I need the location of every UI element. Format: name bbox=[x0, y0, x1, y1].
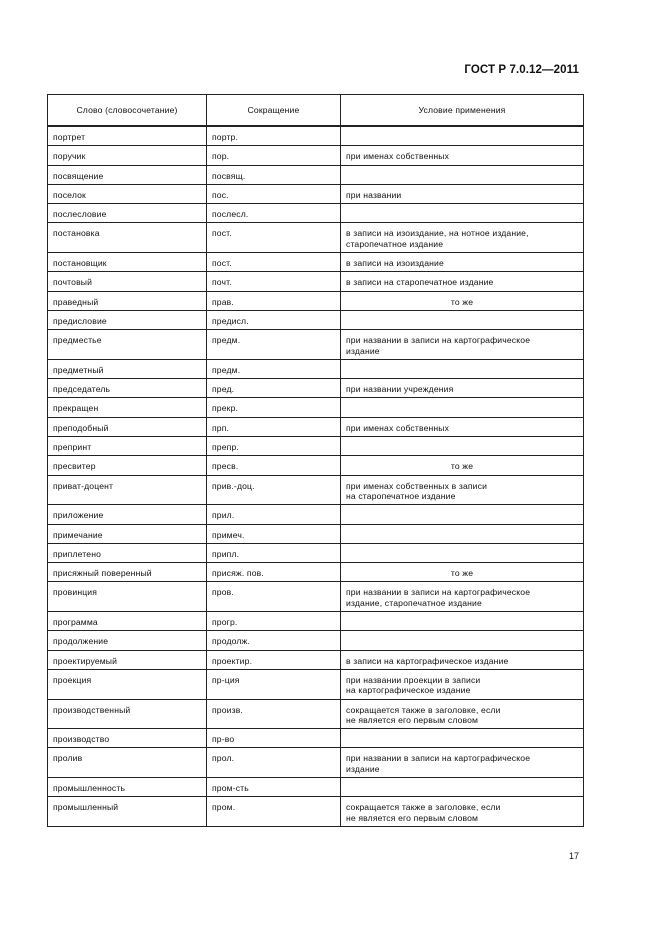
cell-word: предместье bbox=[48, 330, 207, 360]
cell-word: провинция bbox=[48, 582, 207, 612]
table-row bbox=[48, 398, 584, 417]
cell-word: постановщик bbox=[48, 253, 207, 272]
column-header-abbreviation: Сокращение bbox=[207, 95, 341, 127]
table-row bbox=[48, 291, 584, 310]
cell-condition: при названии в записи на картографическое издание bbox=[341, 330, 584, 360]
cell-abbreviation: пос. bbox=[207, 184, 341, 203]
table-row bbox=[48, 797, 584, 827]
cell-abbreviation: предм. bbox=[207, 359, 341, 378]
cell-condition bbox=[341, 777, 584, 796]
cell-abbreviation: посвящ. bbox=[207, 165, 341, 184]
cell-condition bbox=[341, 524, 584, 543]
cell-word: постановка bbox=[48, 223, 207, 253]
cell-condition: то же bbox=[341, 291, 584, 310]
cell-abbreviation: прив.-доц. bbox=[207, 475, 341, 505]
table-row bbox=[48, 543, 584, 562]
table-row bbox=[48, 330, 584, 360]
cell-abbreviation: пр-во bbox=[207, 729, 341, 748]
cell-word: препринт bbox=[48, 437, 207, 456]
cell-condition bbox=[341, 126, 584, 146]
cell-condition: при названии в записи на картографическое издание, старопечатное издание bbox=[341, 582, 584, 612]
cell-abbreviation: прол. bbox=[207, 748, 341, 778]
table-row bbox=[48, 379, 584, 398]
cell-abbreviation: припл. bbox=[207, 543, 341, 562]
cell-word: председатель bbox=[48, 379, 207, 398]
cell-word: производство bbox=[48, 729, 207, 748]
cell-abbreviation: проектир. bbox=[207, 650, 341, 669]
cell-word: промышленность bbox=[48, 777, 207, 796]
cell-abbreviation: портр. bbox=[207, 126, 341, 146]
table-row bbox=[48, 417, 584, 436]
cell-word: проекция bbox=[48, 669, 207, 699]
cell-condition: то же bbox=[341, 456, 584, 475]
page-number: 17 bbox=[568, 851, 579, 861]
table-row bbox=[48, 699, 584, 729]
cell-abbreviation: присяж. пов. bbox=[207, 563, 341, 582]
cell-condition: при названии bbox=[341, 184, 584, 203]
cell-word: приложение bbox=[48, 505, 207, 524]
cell-condition: в записи на старопечатное издание bbox=[341, 272, 584, 291]
cell-condition: при названии в записи на картографическое издание bbox=[341, 748, 584, 778]
table-row bbox=[48, 631, 584, 650]
cell-word: пресвитер bbox=[48, 456, 207, 475]
cell-condition bbox=[341, 631, 584, 650]
cell-condition bbox=[341, 204, 584, 223]
cell-abbreviation: пост. bbox=[207, 223, 341, 253]
cell-abbreviation: пром. bbox=[207, 797, 341, 827]
cell-condition bbox=[341, 437, 584, 456]
cell-word: почтовый bbox=[48, 272, 207, 291]
cell-condition: при названии проекции в записи на картографическое издание bbox=[341, 669, 584, 699]
cell-abbreviation: пр-ция bbox=[207, 669, 341, 699]
table-row bbox=[48, 475, 584, 505]
cell-abbreviation: прп. bbox=[207, 417, 341, 436]
cell-abbreviation: препр. bbox=[207, 437, 341, 456]
table-row bbox=[48, 437, 584, 456]
cell-condition bbox=[341, 505, 584, 524]
cell-abbreviation: пресв. bbox=[207, 456, 341, 475]
cell-condition: то же bbox=[341, 563, 584, 582]
column-header-word: Слово (словосочетание) bbox=[48, 95, 207, 127]
cell-word: программа bbox=[48, 612, 207, 631]
cell-word: преподобный bbox=[48, 417, 207, 436]
cell-abbreviation: пров. bbox=[207, 582, 341, 612]
cell-abbreviation: пор. bbox=[207, 146, 341, 165]
table-row bbox=[48, 126, 584, 146]
cell-abbreviation: примеч. bbox=[207, 524, 341, 543]
cell-word: послесловие bbox=[48, 204, 207, 223]
cell-condition: при именах собственных bbox=[341, 146, 584, 165]
table-row bbox=[48, 310, 584, 329]
cell-word: поселок bbox=[48, 184, 207, 203]
cell-word: праведный bbox=[48, 291, 207, 310]
cell-word: производственный bbox=[48, 699, 207, 729]
cell-condition bbox=[341, 398, 584, 417]
table-row bbox=[48, 612, 584, 631]
table-row bbox=[48, 650, 584, 669]
cell-word: присяжный поверенный bbox=[48, 563, 207, 582]
table-row bbox=[48, 748, 584, 778]
cell-condition: сокращается также в заголовке, если не является его первым словом bbox=[341, 797, 584, 827]
cell-abbreviation: пром-сть bbox=[207, 777, 341, 796]
cell-condition bbox=[341, 165, 584, 184]
table-row bbox=[48, 165, 584, 184]
cell-abbreviation: прогр. bbox=[207, 612, 341, 631]
cell-condition: в записи на изоиздание bbox=[341, 253, 584, 272]
cell-word: портрет bbox=[48, 126, 207, 146]
cell-word: промышленный bbox=[48, 797, 207, 827]
cell-word: поручик bbox=[48, 146, 207, 165]
table-row bbox=[48, 505, 584, 524]
cell-abbreviation: предисл. bbox=[207, 310, 341, 329]
cell-abbreviation: прил. bbox=[207, 505, 341, 524]
cell-abbreviation: прав. bbox=[207, 291, 341, 310]
cell-condition: сокращается также в заголовке, если не является его первым словом bbox=[341, 699, 584, 729]
cell-abbreviation: пред. bbox=[207, 379, 341, 398]
abbreviations-table bbox=[47, 94, 584, 827]
document-standard-title: ГОСТ Р 7.0.12—2011 bbox=[464, 64, 579, 76]
cell-word: продолжение bbox=[48, 631, 207, 650]
cell-condition: при именах собственных bbox=[341, 417, 584, 436]
cell-word: пролив bbox=[48, 748, 207, 778]
cell-condition: при названии учреждения bbox=[341, 379, 584, 398]
table-row bbox=[48, 524, 584, 543]
table-row bbox=[48, 184, 584, 203]
table-row bbox=[48, 456, 584, 475]
cell-word: приват-доцент bbox=[48, 475, 207, 505]
table-row bbox=[48, 669, 584, 699]
cell-word: проектируемый bbox=[48, 650, 207, 669]
table-row bbox=[48, 253, 584, 272]
cell-word: посвящение bbox=[48, 165, 207, 184]
table-row bbox=[48, 146, 584, 165]
cell-condition bbox=[341, 543, 584, 562]
cell-condition: при именах собственных в записи на старопечатное издание bbox=[341, 475, 584, 505]
cell-word: приплетено bbox=[48, 543, 207, 562]
cell-abbreviation: пост. bbox=[207, 253, 341, 272]
cell-abbreviation: послесл. bbox=[207, 204, 341, 223]
table-row bbox=[48, 272, 584, 291]
cell-condition: в записи на картографическое издание bbox=[341, 650, 584, 669]
cell-condition bbox=[341, 612, 584, 631]
cell-abbreviation: предм. bbox=[207, 330, 341, 360]
cell-word: примечание bbox=[48, 524, 207, 543]
table-row bbox=[48, 582, 584, 612]
cell-condition: в записи на изоиздание, на нотное издание, старопечатное издание bbox=[341, 223, 584, 253]
table-row bbox=[48, 729, 584, 748]
cell-condition bbox=[341, 729, 584, 748]
cell-condition bbox=[341, 359, 584, 378]
table-row bbox=[48, 223, 584, 253]
table-row bbox=[48, 777, 584, 796]
table-row bbox=[48, 563, 584, 582]
table-header-row bbox=[48, 95, 584, 127]
column-header-condition: Условие применения bbox=[341, 95, 584, 127]
cell-word: предметный bbox=[48, 359, 207, 378]
table-row bbox=[48, 359, 584, 378]
cell-abbreviation: прекр. bbox=[207, 398, 341, 417]
cell-word: предисловие bbox=[48, 310, 207, 329]
cell-word: прекращен bbox=[48, 398, 207, 417]
table-row bbox=[48, 204, 584, 223]
cell-abbreviation: продолж. bbox=[207, 631, 341, 650]
cell-condition bbox=[341, 310, 584, 329]
cell-abbreviation: произв. bbox=[207, 699, 341, 729]
cell-abbreviation: почт. bbox=[207, 272, 341, 291]
